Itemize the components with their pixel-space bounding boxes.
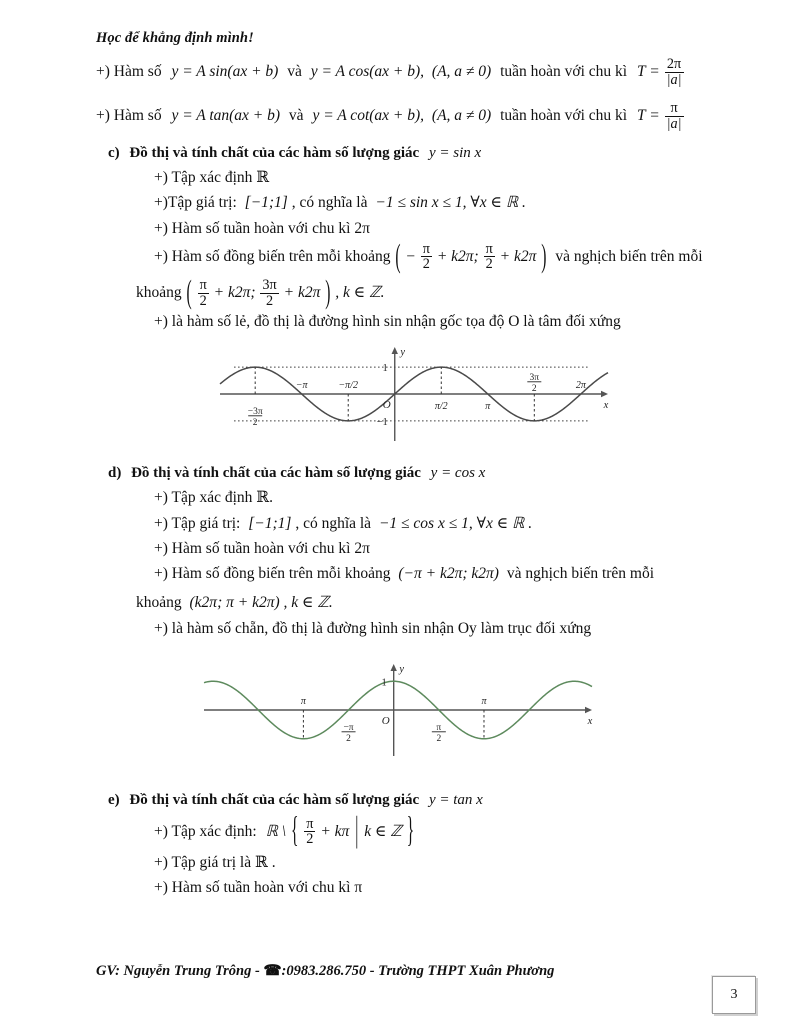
section-d-monotonic-lead: +) Hàm số đồng biến trên mỗi khoảng bbox=[154, 565, 391, 583]
section-c-interval-b-post: + k2π bbox=[499, 248, 537, 266]
svg-text:π: π bbox=[300, 695, 306, 707]
section-d-letter: d) bbox=[108, 465, 122, 482]
section-e-domain-condition: k ∈ ℤ bbox=[364, 822, 402, 840]
section-c-interval-a-post: + k2π; bbox=[436, 248, 479, 266]
close-brace-icon: } bbox=[406, 811, 415, 851]
section-c-bullet-period: +) Hàm số tuần hoàn với chu kì 2π bbox=[154, 219, 370, 237]
intro-line1-period-fraction bbox=[665, 57, 684, 87]
section-e-domain-lead: +) Tập xác định: bbox=[154, 822, 257, 840]
intro-line2-formula-2: y = A cot(ax + b), bbox=[312, 107, 425, 125]
section-d-monotonic-tail: và nghịch biến trên mỗi bbox=[506, 565, 655, 583]
section-c-decr-a-den: 2 bbox=[198, 293, 209, 309]
intro-line2-tail: tuần hoàn với chu kì bbox=[500, 107, 628, 125]
section-c-bullet-symmetry: +) là hàm số lẻ, đồ thị là đường hình sin nhận gốc tọa độ O là tâm đối xứng bbox=[154, 313, 621, 331]
intro-line2-condition: (A, a ≠ 0) bbox=[431, 107, 492, 125]
page-footer bbox=[96, 963, 554, 980]
section-e-function: y = tan x bbox=[428, 791, 483, 808]
section-c-decr-a-num: π bbox=[199, 277, 207, 294]
open-paren-icon: ( bbox=[395, 238, 401, 275]
svg-text:2: 2 bbox=[436, 733, 442, 744]
svg-text:−π/2: −π/2 bbox=[338, 380, 358, 392]
intro-line1-period-denominator: |a| bbox=[666, 71, 682, 88]
section-c-range-set: [−1;1] bbox=[244, 194, 288, 212]
section-c-title: Đồ thị và tính chất của các hàm số lượng giác bbox=[129, 145, 420, 162]
intro-line1-formula-2: y = A cos(ax + b), bbox=[310, 63, 425, 81]
svg-text:π: π bbox=[436, 722, 442, 733]
section-c-decr-b-post: + k2π bbox=[283, 284, 321, 302]
svg-text:1: 1 bbox=[381, 677, 387, 689]
section-c-interval-a-sign: − bbox=[405, 248, 416, 266]
section-e-bullet-period: +) Hàm số tuần hoàn với chu kì π bbox=[154, 879, 363, 897]
section-c-interval-a-num: π bbox=[422, 240, 430, 257]
sine-graph-figure bbox=[96, 339, 718, 449]
intro-line2-formula-1: y = A tan(ax + b) bbox=[171, 107, 281, 125]
section-d-range-set: [−1;1] bbox=[248, 514, 292, 532]
section-c-decr-b-den: 2 bbox=[260, 293, 278, 309]
section-c-decreasing-lead: khoảng bbox=[136, 284, 182, 302]
section-d-decreasing-lead: khoảng bbox=[136, 594, 182, 612]
section-heading-d bbox=[96, 465, 718, 482]
footer-school: Trường THPT Xuân Phương bbox=[378, 963, 555, 979]
footer-phone: :0983.286.750 - bbox=[281, 963, 379, 979]
section-e-domain-post: + kπ bbox=[320, 822, 350, 840]
cosine-graph-figure bbox=[96, 650, 718, 770]
section-e-domain-fraction bbox=[304, 817, 315, 847]
svg-text:3π: 3π bbox=[529, 373, 540, 384]
section-d-interval-decreasing: (k2π; π + k2π) bbox=[189, 594, 280, 612]
svg-text:y: y bbox=[399, 663, 405, 675]
svg-text:−3π: −3π bbox=[247, 407, 263, 418]
intro-line1-conjunction: và bbox=[287, 63, 302, 81]
section-d-decreasing-tail: , k ∈ ℤ. bbox=[283, 594, 333, 612]
intro-line2-lead: +) Hàm số bbox=[96, 107, 162, 125]
svg-text:2: 2 bbox=[252, 418, 258, 429]
intro-line2-period-denominator: |a| bbox=[666, 115, 682, 132]
svg-text:2π: 2π bbox=[575, 380, 586, 392]
section-c-function: y = sin x bbox=[428, 145, 482, 162]
close-paren-icon: ) bbox=[541, 238, 547, 275]
section-d-range-lead: +) Tập giá trị: bbox=[154, 514, 241, 532]
section-d-bullet-symmetry: +) là hàm số chẵn, đồ thị là đường hình sin nhận Oy làm trục đối xứng bbox=[154, 619, 592, 637]
svg-text:O: O bbox=[382, 399, 391, 412]
section-c-range-lead: +)Tập giá trị: bbox=[154, 194, 237, 212]
section-e-bullet-domain bbox=[96, 811, 718, 851]
svg-text:π: π bbox=[481, 695, 487, 707]
section-c-interval-a-fraction bbox=[421, 242, 432, 272]
intro-line1-period-numerator: 2π bbox=[666, 56, 682, 72]
footer-teacher: GV: Nguyễn Trung Trông - bbox=[96, 963, 264, 979]
svg-text:x: x bbox=[587, 715, 593, 727]
svg-text:−π: −π bbox=[295, 380, 308, 392]
phone-icon: ☎ bbox=[263, 963, 282, 979]
section-e-domain-set-prefix: ℝ \ bbox=[265, 822, 287, 840]
section-d-bullet-monotonic bbox=[96, 562, 718, 585]
intro-line-sin-cos-period bbox=[96, 57, 718, 87]
section-d-bullet-period: +) Hàm số tuần hoàn với chu kì 2π bbox=[154, 539, 370, 557]
intro-line1-tail: tuần hoàn với chu kì bbox=[500, 63, 628, 81]
section-e-domain-den: 2 bbox=[304, 831, 315, 847]
section-c-range-inequality: −1 ≤ sin x ≤ 1, ∀x ∈ ℝ . bbox=[375, 194, 526, 212]
section-c-bullet-decreasing bbox=[96, 275, 718, 311]
svg-text:1: 1 bbox=[382, 363, 388, 375]
svg-text:x: x bbox=[603, 400, 609, 412]
intro-line1-lead: +) Hàm số bbox=[96, 63, 162, 81]
section-c-decr-a-fraction bbox=[198, 278, 209, 308]
section-c-bullet-domain: +) Tập xác định ℝ bbox=[154, 169, 270, 187]
svg-text:π: π bbox=[485, 401, 491, 413]
section-d-interval-increasing: (−π + k2π; k2π) bbox=[398, 565, 499, 583]
section-c-interval-b-fraction bbox=[484, 242, 495, 272]
svg-text:2: 2 bbox=[346, 733, 351, 744]
open-brace-icon: { bbox=[290, 811, 299, 851]
section-c-interval-b-num: π bbox=[485, 240, 493, 257]
section-c-interval-a-den: 2 bbox=[421, 256, 432, 272]
section-e-letter: e) bbox=[108, 791, 120, 808]
section-e-title: Đồ thị và tính chất của các hàm số lượng giác bbox=[129, 791, 420, 808]
section-d-range-inequality: −1 ≤ cos x ≤ 1, ∀x ∈ ℝ . bbox=[378, 514, 533, 532]
intro-line1-formula-1: y = A sin(ax + b) bbox=[171, 63, 279, 81]
svg-text:y: y bbox=[400, 347, 406, 359]
such-that-bar-icon: | bbox=[355, 811, 359, 851]
sine-graph-svg bbox=[214, 339, 614, 449]
svg-text:−π: −π bbox=[343, 722, 354, 733]
intro-line1-period-label: T = bbox=[637, 63, 660, 81]
header-note: Học để khẳng định mình! bbox=[96, 30, 254, 46]
section-c-interval-b-den: 2 bbox=[484, 256, 495, 272]
intro-line2-period-fraction bbox=[665, 101, 684, 131]
section-d-bullet-domain: +) Tập xác định ℝ. bbox=[154, 489, 274, 507]
section-c-decreasing-tail: , k ∈ ℤ. bbox=[335, 284, 385, 302]
cosine-graph-svg bbox=[198, 650, 598, 770]
svg-text:O: O bbox=[381, 714, 390, 727]
page-content bbox=[96, 30, 718, 901]
intro-line2-period-numerator: π bbox=[670, 100, 678, 117]
section-c-decr-b-num: 3π bbox=[262, 277, 277, 294]
section-d-function: y = cos x bbox=[430, 465, 486, 482]
section-e-bullet-range: +) Tập giá trị là ℝ . bbox=[154, 853, 276, 871]
intro-line2-period-label: T = bbox=[637, 107, 660, 125]
intro-line-tan-cot-period bbox=[96, 101, 718, 131]
section-c-monotonic-lead: +) Hàm số đồng biến trên mỗi khoảng bbox=[154, 248, 391, 266]
section-c-monotonic-tail: và nghịch biến trên mỗi bbox=[555, 248, 703, 266]
section-d-bullet-range bbox=[96, 512, 718, 535]
svg-text:−1: −1 bbox=[376, 417, 388, 429]
section-heading-c bbox=[96, 145, 718, 162]
section-c-range-mid: , có nghĩa là bbox=[291, 194, 368, 212]
section-d-bullet-decreasing bbox=[96, 591, 718, 614]
section-c-bullet-range bbox=[96, 191, 718, 214]
section-e-domain-num: π bbox=[306, 815, 314, 832]
intro-line1-condition: (A, a ≠ 0) bbox=[431, 63, 492, 81]
page-number-box bbox=[712, 976, 756, 1014]
section-d-title: Đồ thị và tính chất của các hàm số lượng giác bbox=[131, 465, 421, 482]
intro-line2-conjunction: và bbox=[288, 107, 304, 125]
section-c-letter: c) bbox=[108, 145, 120, 162]
open-paren-icon: ( bbox=[186, 275, 192, 311]
section-c-decr-b-fraction bbox=[260, 278, 278, 308]
svg-text:π/2: π/2 bbox=[434, 401, 448, 413]
section-c-decr-a-post: + k2π; bbox=[213, 284, 256, 302]
close-paren-icon: ) bbox=[325, 275, 331, 311]
svg-text:2: 2 bbox=[531, 384, 537, 395]
section-d-range-mid: , có nghĩa là bbox=[295, 514, 372, 532]
page-number: 3 bbox=[730, 987, 738, 1002]
